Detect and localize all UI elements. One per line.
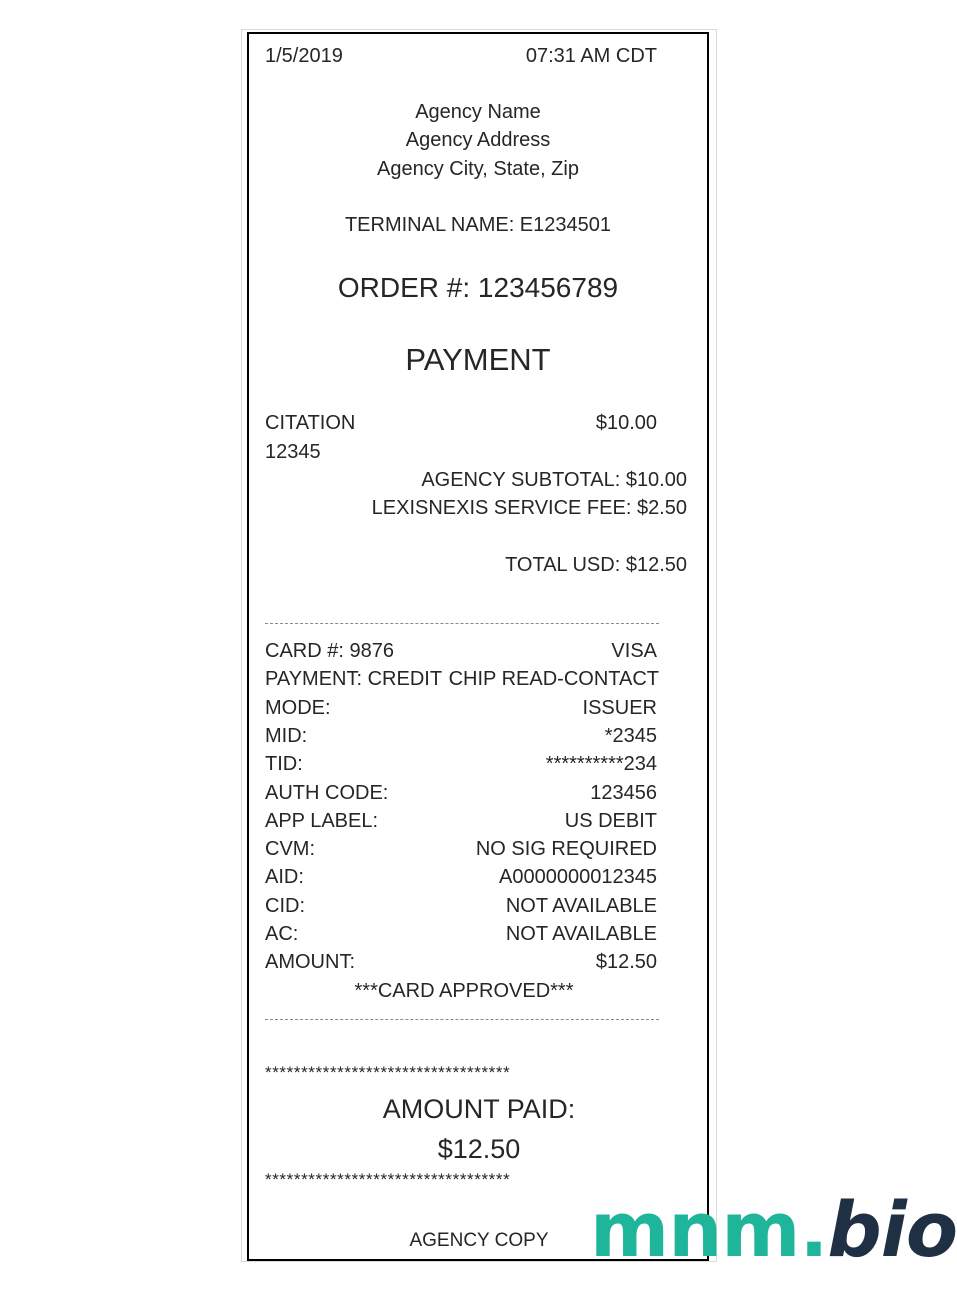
card-detail-label: AID: (265, 866, 304, 888)
stars-divider-top: ********************************** (265, 1063, 511, 1082)
card-detail-label: PAYMENT: CREDIT (265, 668, 443, 690)
divider-dashed-bottom (265, 1019, 659, 1020)
card-detail-value: VISA (611, 640, 657, 662)
receipt (247, 32, 709, 1261)
line-item-number: 12345 (265, 441, 321, 463)
card-detail-label: MID: (265, 725, 308, 747)
card-detail-value: CHIP READ-CONTACT (448, 668, 659, 690)
card-detail-value: NO SIG REQUIRED (475, 838, 657, 860)
agency-subtotal: AGENCY SUBTOTAL: $10.00 (421, 469, 687, 491)
card-detail-label: CVM: (265, 838, 315, 860)
watermark-part-2: bio (827, 1185, 957, 1274)
agency-city-state-zip: Agency City, State, Zip (377, 158, 579, 180)
receipt-time: 07:31 AM CDT (525, 45, 657, 67)
terminal-name: TERMINAL NAME: E1234501 (344, 214, 612, 236)
amount-paid-value: $12.50 (437, 1134, 521, 1164)
card-detail-label: AC: (265, 923, 299, 945)
card-detail-label: CARD #: 9876 (265, 640, 394, 662)
card-detail-label: AMOUNT: (265, 951, 355, 973)
card-detail-value: A0000000012345 (499, 866, 657, 888)
card-detail-value: *2345 (604, 725, 657, 747)
card-detail-label: TID: (265, 753, 303, 775)
service-fee: LEXISNEXIS SERVICE FEE: $2.50 (371, 497, 687, 519)
receipt-date: 1/5/2019 (265, 45, 343, 67)
card-detail-label: MODE: (265, 697, 331, 719)
card-detail-value: NOT AVAILABLE (505, 895, 657, 917)
watermark-dot: . (799, 1185, 828, 1274)
card-detail-label: APP LABEL: (265, 810, 379, 832)
stars-divider-bottom: ********************************** (265, 1170, 511, 1189)
card-approved: ***CARD APPROVED*** (354, 980, 574, 1002)
total-usd: TOTAL USD: $12.50 (505, 554, 687, 576)
line-item-amount: $10.00 (595, 412, 657, 434)
card-detail-value: US DEBIT (564, 810, 657, 832)
agency-address: Agency Address (405, 129, 551, 151)
agency-name: Agency Name (415, 101, 541, 123)
card-detail-value: NOT AVAILABLE (505, 923, 657, 945)
watermark-part-1: mnm (590, 1185, 800, 1274)
receipt-title: PAYMENT (405, 342, 551, 377)
card-detail-label: CID: (265, 895, 305, 917)
card-detail-value: $12.50 (595, 951, 657, 973)
watermark-logo (590, 1185, 957, 1275)
card-detail-value: **********234 (545, 753, 657, 775)
order-number: ORDER #: 123456789 (337, 272, 619, 303)
card-detail-value: 123456 (590, 782, 657, 804)
line-item-label: CITATION (265, 412, 356, 434)
card-detail-value: ISSUER (582, 697, 657, 719)
agency-copy-label: AGENCY COPY (409, 1230, 549, 1251)
card-detail-label: AUTH CODE: (265, 782, 389, 804)
divider-dashed-top (265, 623, 659, 624)
amount-paid-label: AMOUNT PAID: (382, 1094, 576, 1124)
